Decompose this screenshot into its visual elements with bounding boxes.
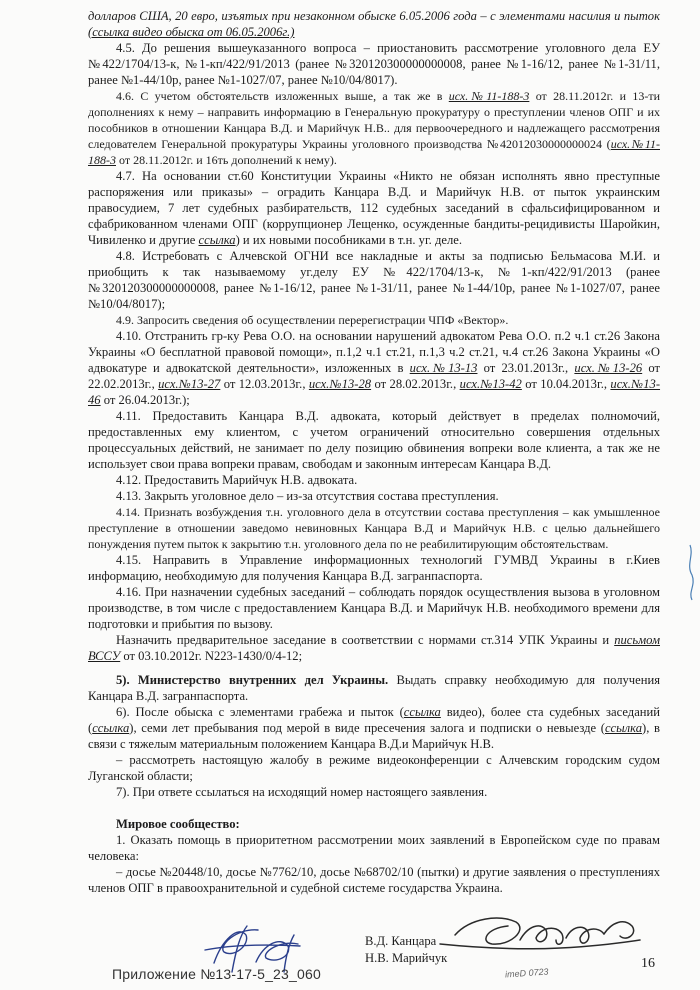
paragraph-4-7-link[interactable]: ссылка: [198, 233, 236, 247]
paragraph-4-13: 4.13. Закрыть уголовное дело – из-за отсутствия состава преступления.: [116, 489, 499, 503]
intro-video-link[interactable]: (ссылка видео обыска от 06.05.2006г.): [88, 25, 295, 39]
ref-link-13-27[interactable]: исх.№13-27: [158, 377, 221, 391]
paragraph-4-9: 4.9. Запросить сведения об осуществлении перерегистрации ЧПФ «Вектор».: [116, 313, 509, 327]
margin-scribble: [690, 545, 693, 600]
section-6-link-video[interactable]: ссылка: [403, 705, 441, 719]
spacer: [88, 800, 660, 816]
signer-name-kantsara: В.Д. Канцара: [365, 934, 437, 948]
paragraph-4-8: 4.8. Истребовать с Алчевской ОГНИ все накладные и акты за подписью Бельмасова М.И. и приобщить к так называемому уг.делу ЕУ №422/1704/13-к, №1-кп/422/91/2013 (ранее №320120300000000008, ранее №1-16/12, ранее №1-31/11, ранее №1-44/10р, ранее №1-1027/07, ранее №10/04/8017);: [88, 249, 660, 311]
vssu-letter-link[interactable]: письмом ВССУ: [88, 633, 660, 663]
ref-link-13-13[interactable]: исх.№13-13: [409, 361, 478, 375]
section-5: 5). Министерство внутренних дел Украины. Выдать справку необходимую для получения Канцара В.Д. загранпаспорта.: [88, 673, 660, 703]
ref-link-13-46[interactable]: исх.№13-46: [88, 377, 661, 407]
world-community-heading: Мировое сообщество:: [116, 817, 240, 831]
paragraph-4-12: 4.12. Предоставить Марийчук Н.В. адвоката.: [116, 473, 358, 487]
paragraph-4-10: 4.10. Отстранить гр-ку Рева О.О. на основании нарушений адвокатом Рева О.О. п.2 ч.1 ст.26 Закона Украины «О бесплатной правовой помощи», п.1,2 ч.1 ст.21, п.1,3 ч.2 ст.21, ч.4 ст.26 Закона Украины «О адвокатуре и адвокатской деятельности», изложенных в исх.№13-13 от 23.01.2013г., исх.№13-26 от 22.02.2013г., исх.№13-27 от 12.03.2013г., исх.№13-28 от 28.02.2013г., исх.№13-42 от 10.04.2013г., исх.№13-46 от 26.04.2013г.);: [88, 329, 661, 407]
annex-label: Приложение №13-17-5_23_060: [112, 966, 321, 982]
ref-link-13-26[interactable]: исх.№13-26: [574, 361, 643, 375]
right-signature-drawing: [440, 918, 640, 949]
paragraph-4-5: 4.5. До решения вышеуказанного вопроса – приостановить рассмотрение уголовного дела ЕУ №422/1704/13-к, №1-кп/422/91/2013 (ранее №320120300000000008, ранее №1-16/12, ранее №1-31/11, ранее №1-44/10р, ранее №1-1027/07, ранее №10/04/8017).: [88, 41, 660, 87]
paragraph-4-11: 4.11. Предоставить Канцара В.Д. адвоката, который действует в пределах полномочий, предоставленных ему клиентом, с учетом ограничений относительно совершения отдельных процессуальных действий, не занимает по делу позицию обвинения вопреки воле клиента, а так же не использует свои права вопреки правам, свободам и законным интересам Канцара В.Д.: [88, 409, 660, 471]
section-5-heading: 5). Министерство внутренних дел Украины.: [116, 673, 389, 687]
section-6-link-bail[interactable]: ссылка: [604, 721, 643, 735]
world-item-1: 1. Оказать помощь в приоритетном рассмотрении моих заявлений в Европейском суде по правам человека:: [88, 833, 660, 863]
ref-link-13-28[interactable]: исх.№13-28: [308, 377, 372, 391]
section-7: 7). При ответе ссылаться на исходящий номер настоящего заявления.: [116, 785, 488, 799]
ref-link-11-188-3[interactable]: исх.№11-188-3: [448, 89, 530, 103]
ref-link-13-42[interactable]: исх.№13-42: [459, 377, 522, 391]
spacer: [88, 664, 660, 672]
paragraph-preliminary-hearing: Назначить предварительное заседание в соответствии с нормами ст.314 УПК Украины и письмом ВССУ от 03.10.2012г. N223-1430/0/4-12;: [88, 633, 660, 663]
section-6: 6). После обыска с элементами грабежа и пыток (ссылка видео), более ста судебных заседаний (ссылка), семи лет пребывания под мерой в виде пресечения залога и подписки о невыезде (ссылка), в связи с тяжелым материальным положением Канцара В.Д.и Марийчук Н.В.: [88, 705, 661, 751]
section-6-link-hearings[interactable]: ссылка: [92, 721, 130, 735]
section-6-request: – рассмотреть настоящую жалобу в режиме видеоконференции с Алчевским городским судом Луганской области;: [88, 753, 660, 783]
paragraph-4-14: 4.14. Признать возбуждения т.н. уголовного дела в отсутствии состава преступления – как умышленное преступление в отношении заведомо невиновных Канцара В.Д и Марийчук Н.В. с целью дальнейшего понуждения путем пыток к закрытию т.н. уголовного дела по не реабилитирующим обстоятельствам.: [88, 505, 660, 551]
paragraph-4-7: 4.7. На основании ст.60 Конституции Украины «Никто не обязан исполнять явно преступные распоряжения или приказы» – оградить Канцара В.Д. и Марийчук Н.В. от пыток украинским правосудием, 7 лет судебных разбирательств, 112 судебных заседаний в сфальсифицированном и сфабрикованном членами ОПГ (коррупционер Лещенко, осужденные бандиты-рецидивисты Шаройкин, Чивиленко и другие ссылка) и их новыми пособниками в т.н. уг. деле.: [88, 169, 660, 247]
ref-link-11-188-3-second[interactable]: исх.№11-188-3: [88, 137, 660, 167]
paragraph-4-15: 4.15. Направить в Управление информационных технологий ГУМВД Украины в г.Киев информацию, необходимую для получения Канцара В.Д. загранпаспорта.: [88, 553, 660, 583]
paragraph-4-16: 4.16. При назначении судебных заседаний – соблюдать порядок осуществления вызова в уголовном производстве, в том числе с предоставлением Канцара В.Д. и Марийчук Н.В. необходимого времени для подготовки и прибытия по вызову.: [88, 585, 660, 631]
handwritten-stamp-note: imeD 0723: [504, 966, 549, 980]
document-body: [88, 8, 660, 896]
world-item-dossiers: – досье №20448/10, досье №7762/10, досье №68702/10 (пытки) и другие заявления о преступлениях членов ОПГ в правоохранительной и судебной системе государства Украина.: [88, 865, 660, 895]
paragraph-intro: долларов США, 20 евро, изъятых при незаконном обыске 6.05.2006 года – с элементами насилия и пыток (ссылка видео обыска от 06.05.2006г.): [88, 9, 660, 39]
signer-name-mariychuk: Н.В. Марийчук: [365, 951, 448, 965]
paragraph-4-6: 4.6. С учетом обстоятельств изложенных выше, а так же в исх.№11-188-3 от 28.11.2012г. и 13-ти дополнениях к нему – направить информацию в Генеральную прокуратуру о преступлении членов ОПГ и их пособников в отношении Канцара В.Д. и Марийчук Н.В.. для первоочередного и надлежащего рассмотрения следователем Генеральной прокуратуры Украины уголовного производства №42012030000000024 (исх.№11-188-3 от 28.11.2012г. и 16ть дополнений к нему).: [88, 89, 660, 167]
page-number: 16: [641, 956, 655, 971]
